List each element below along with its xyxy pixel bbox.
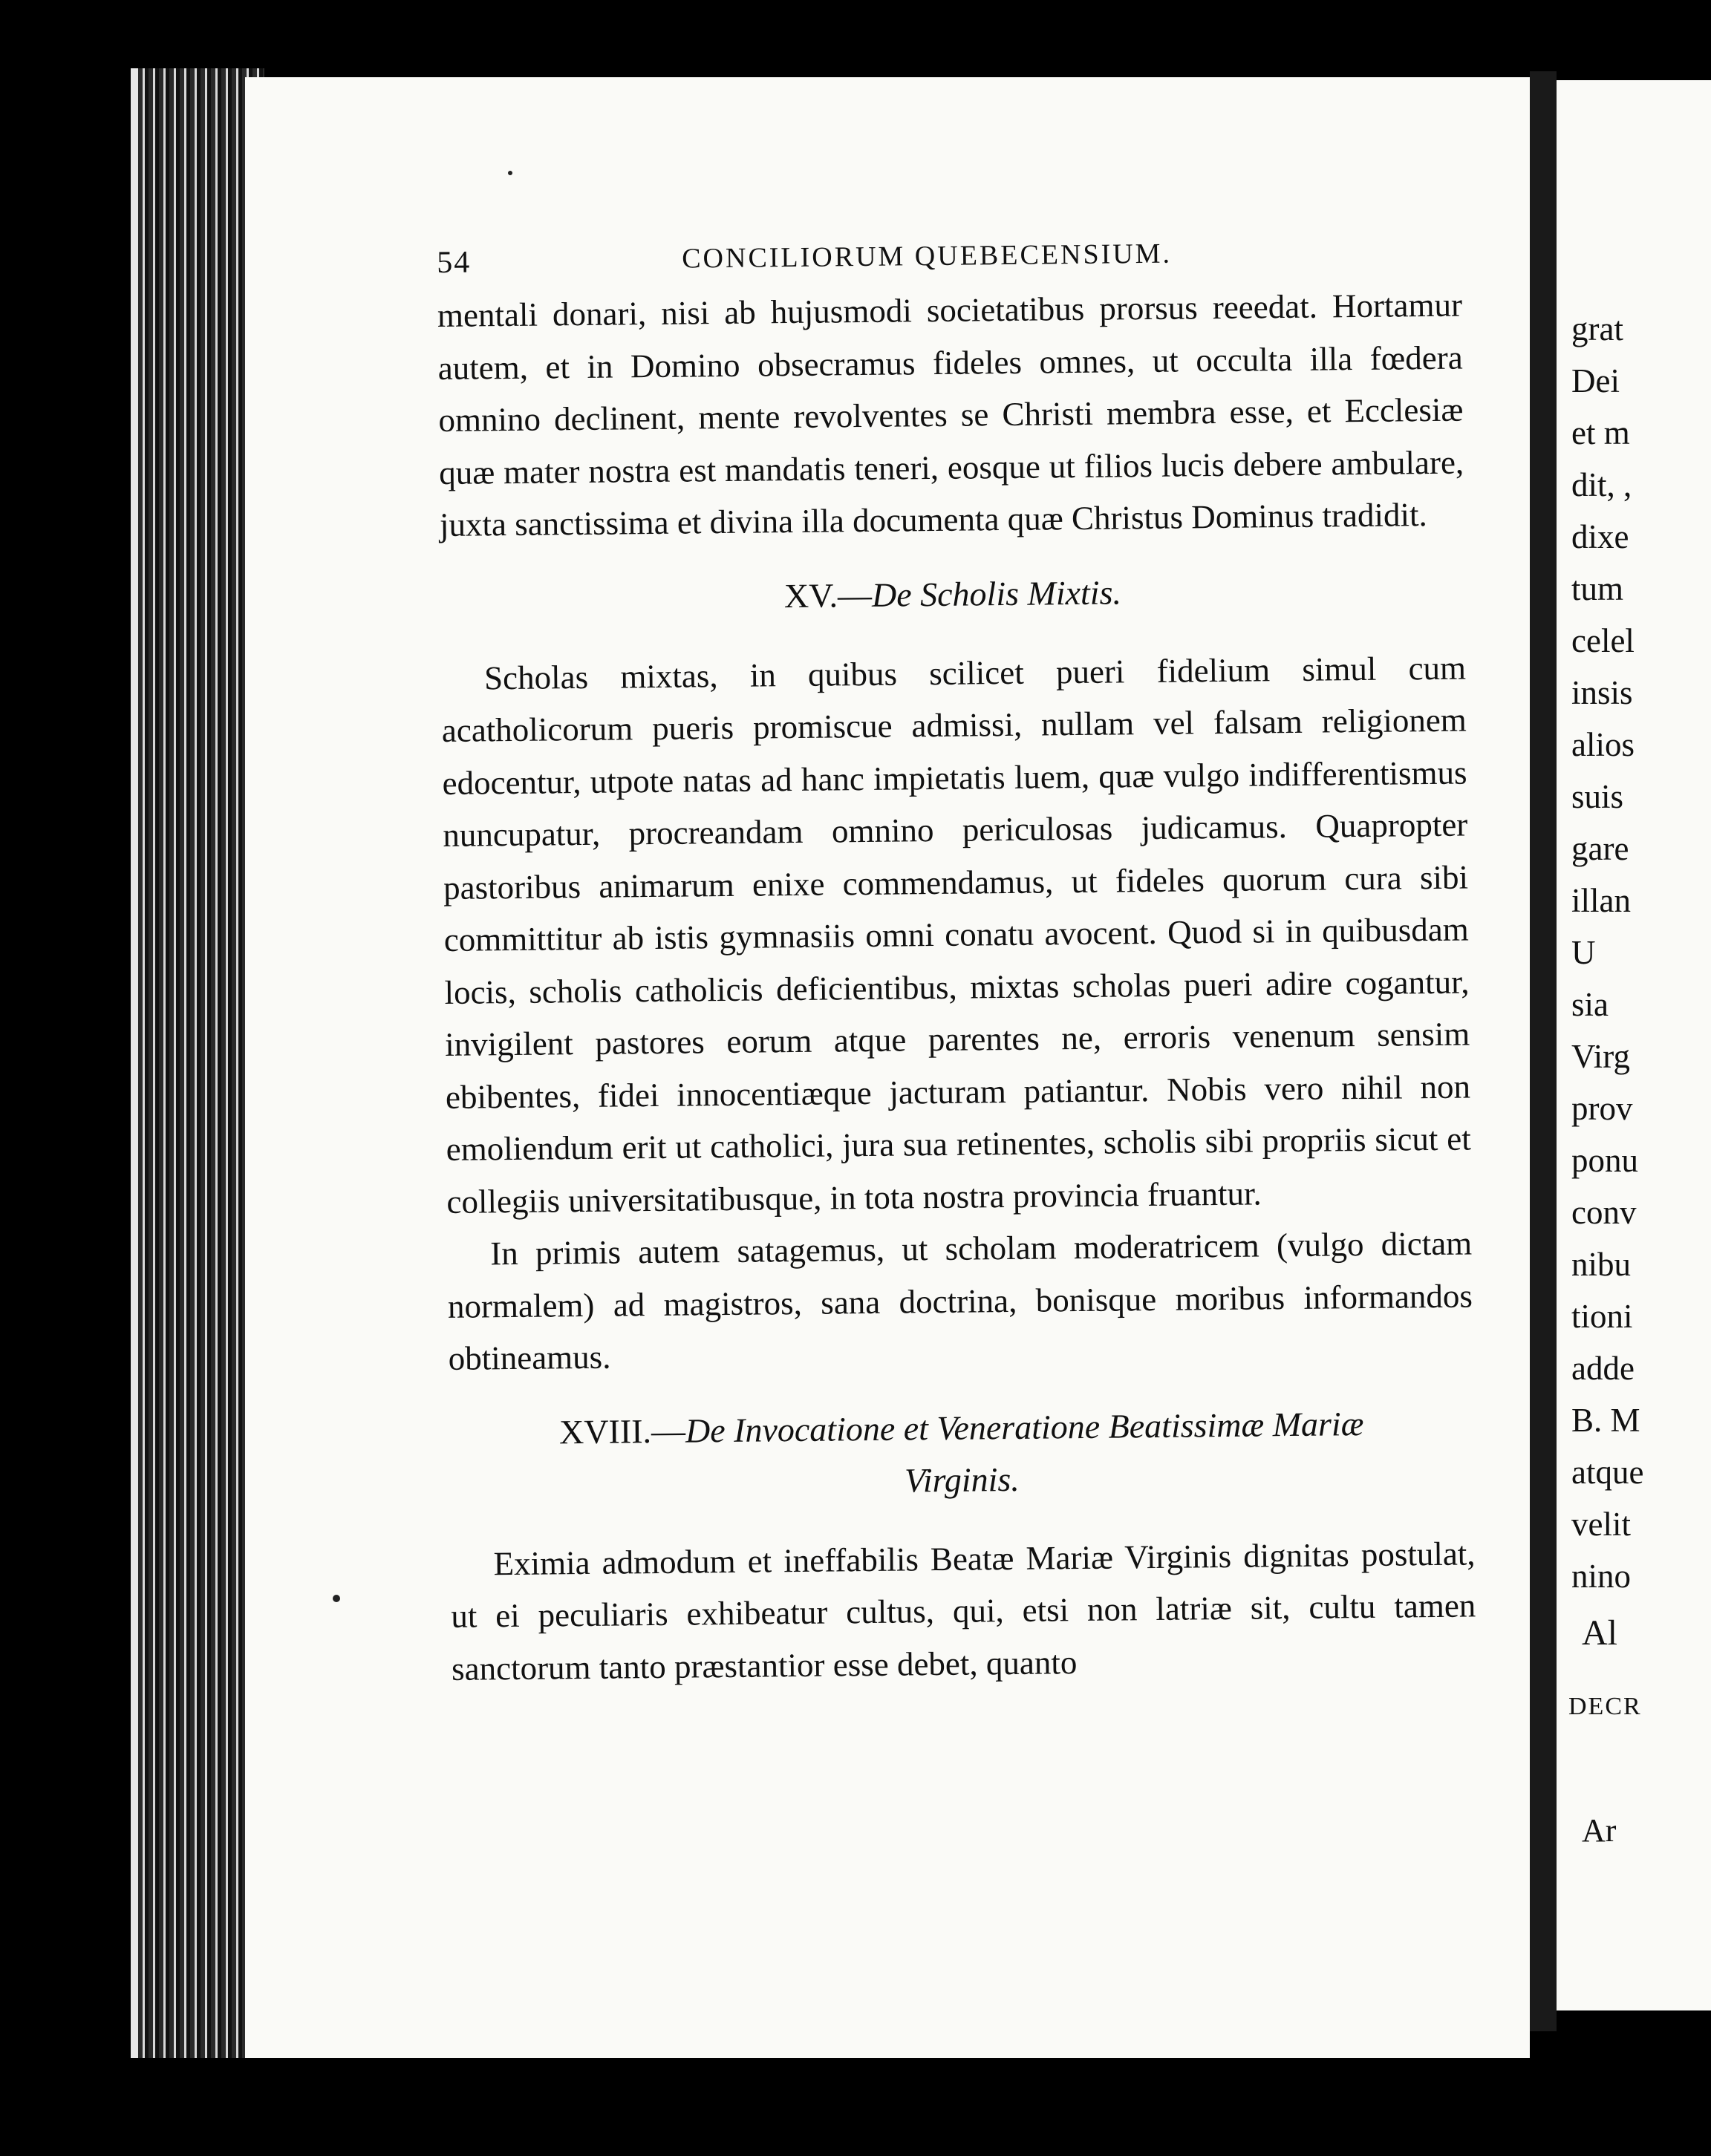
- right-page-heading: Al: [1582, 1613, 1617, 1653]
- right-page-line: B. M: [1571, 1402, 1640, 1439]
- section-title-continued: Virginis.: [904, 1460, 1020, 1499]
- right-page-line: velit: [1571, 1506, 1631, 1543]
- right-page-line: sia: [1571, 986, 1609, 1023]
- book-gutter: [1530, 71, 1557, 2031]
- right-page-line: tioni: [1571, 1298, 1633, 1335]
- right-page-line: prov: [1571, 1090, 1633, 1127]
- right-page-line: U: [1571, 934, 1596, 971]
- right-page-bottom-text: Ar: [1582, 1812, 1617, 1849]
- right-page-line: Virg: [1571, 1038, 1630, 1075]
- left-page-text: [437, 235, 1476, 1695]
- right-page-line: dit, ,: [1571, 466, 1632, 503]
- paragraph: mentali donari, nisi ab hujusmodi societatibus prorsus reeedat. Hortamur autem, et in Domino obsecramus fideles omnes, ut occulta illa fœdera omnino declinent, mente revolventes se Christi membra esse, et Ecclesiæ quæ mater nostra est mandatis teneri, eosque ut filios lucis debere ambulare, juxta sanctissima et divina illa documenta quæ Christus Dominus tradidit.: [437, 286, 1464, 543]
- page-number: 54: [437, 245, 472, 280]
- right-page-line: insis: [1571, 674, 1633, 711]
- right-page-line: conv: [1571, 1194, 1637, 1231]
- paragraph: Eximia admodum et ineffabilis Beatæ Mariæ Virginis dignitas postulat, ut ei peculiaris exhibeatur cultus, qui, etsi non latriæ sit, cultu tamen sanctorum tanto præstantior esse debet, quanto: [451, 1534, 1476, 1688]
- section-numeral: XVIII.—: [558, 1411, 686, 1451]
- right-page-line: grat: [1571, 310, 1623, 347]
- section-heading-xviii: [449, 1396, 1474, 1511]
- right-page-line: Dei: [1571, 362, 1620, 399]
- print-speck: [508, 171, 512, 175]
- running-head-title: CONCILIORUM QUEBECENSIUM.: [681, 238, 1173, 275]
- section-title: De Scholis Mixtis.: [871, 572, 1122, 614]
- right-page-line: illan: [1571, 882, 1631, 919]
- right-page-subheading: DECR: [1568, 1693, 1642, 1720]
- right-page-line: ponu: [1571, 1142, 1638, 1179]
- print-speck: [333, 1595, 340, 1602]
- right-page-line: celel: [1571, 622, 1635, 659]
- section-title: De Invocatione et Veneratione Beatissimæ Mariæ: [685, 1404, 1364, 1450]
- right-page-line: alios: [1571, 726, 1635, 763]
- right-page-line: tum: [1571, 570, 1624, 607]
- right-page-line: dixe: [1571, 518, 1629, 555]
- paragraph: Scholas mixtas, in quibus scilicet pueri fidelium simul cum acatholicorum pueris promiscue admissi, nullam vel falsam religionem edocentur, utpote natas ad hanc impietatis luem, quæ vulgo indifferentismus nuncupatur, procreandam omnino periculosas judicamus. Quapropter pastoribus animarum enixe commendamus, ut fideles quorum cura sibi committitur ab istis gymnasiis omni conatu avocent. Quod si in quibusdam locis, scholis catholicis deficientibus, mixtas scholas pueri adire cogantur, invigilent pastores eorum atque parentes ne, erroris venenum sensim ebibentes, fidei innocentiæque jacturam patiantur. Nobis vero nihil non emoliendum erit ut catholici, jura sua retinentes, scholis sibi propriis sicut et collegiis universitatibusque, in tota nostra provincia fruantur.: [441, 649, 1471, 1221]
- right-page-line: suis: [1571, 778, 1624, 815]
- right-page-line: nino: [1571, 1558, 1632, 1595]
- section-numeral: XV.—: [783, 575, 873, 615]
- right-page-text: [1571, 303, 1643, 1602]
- right-page-line: et m: [1571, 414, 1630, 451]
- right-page-line: adde: [1571, 1350, 1635, 1387]
- right-page-line: nibu: [1571, 1246, 1632, 1283]
- paragraph: In primis autem satagemus, ut scholam moderatricem (vulgo dictam normalem) ad magistros, sana doctrina, bonisque moribus informandos obtineamus.: [447, 1224, 1473, 1377]
- right-page-line: atque: [1571, 1454, 1644, 1491]
- page-edges: [131, 68, 264, 2058]
- right-page-line: gare: [1571, 830, 1629, 867]
